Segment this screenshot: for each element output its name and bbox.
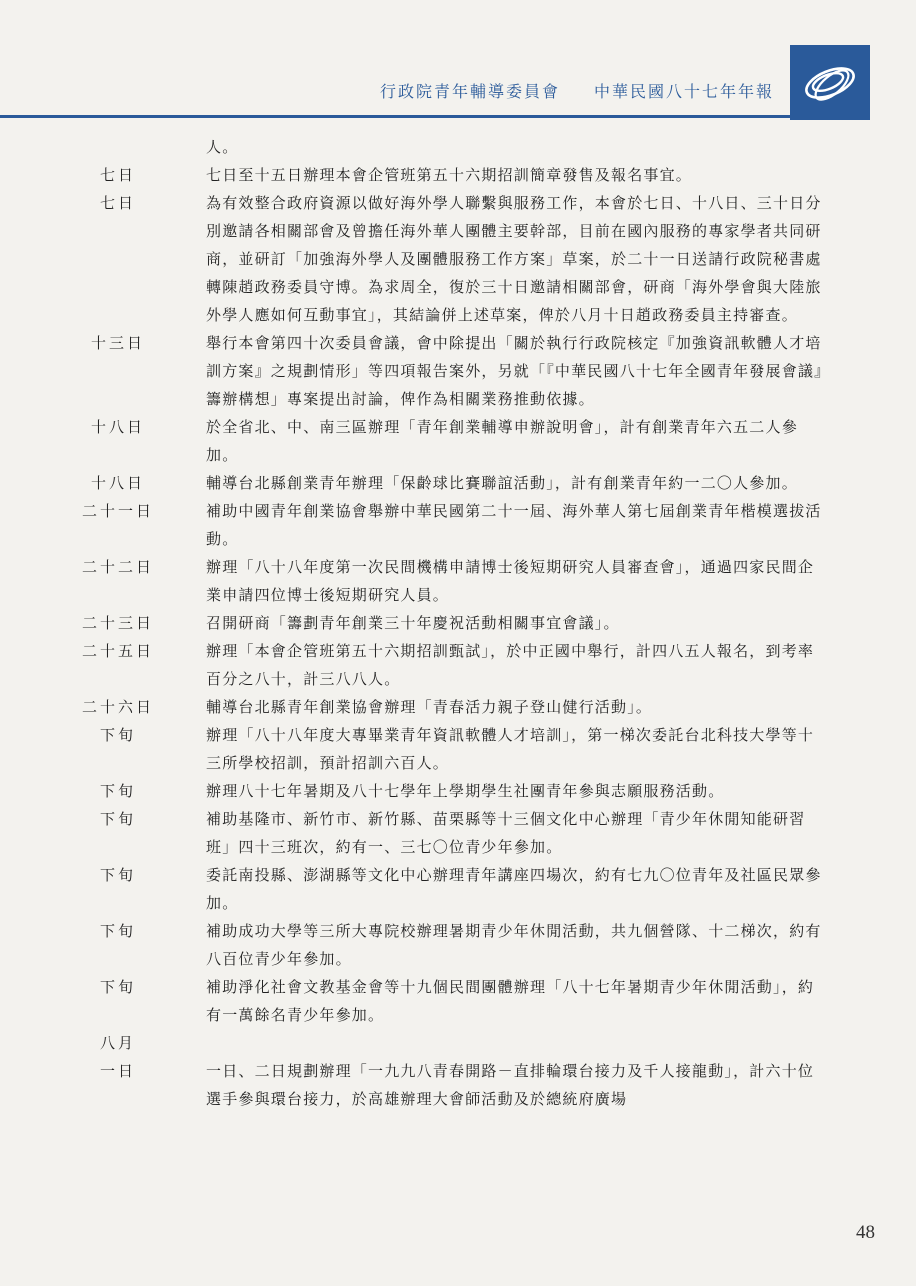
entry-text bbox=[206, 1029, 828, 1057]
header-report: 中華民國八十七年年報 bbox=[594, 82, 775, 101]
list-item bbox=[0, 553, 916, 609]
list-item bbox=[0, 693, 916, 721]
entry-date: 十三日 bbox=[90, 334, 145, 352]
entry-text: 補助成功大學等三所大專院校辦理暑期青少年休閒活動，共九個營隊、十二梯次，約有八百位青少年參加。 bbox=[206, 922, 822, 968]
chronology-list bbox=[0, 133, 916, 1113]
entry-text: 委託南投縣、澎湖縣等文化中心辦理青年講座四場次，約有七九〇位青年及社區民眾參加。 bbox=[206, 866, 822, 912]
entry-date: 下旬 bbox=[99, 866, 136, 884]
entry-date: 下旬 bbox=[99, 978, 136, 996]
entry-date: 七日 bbox=[99, 194, 136, 212]
list-item bbox=[0, 413, 916, 469]
entry-text: 辦理「本會企管班第五十六期招訓甄試」，於中正國中舉行，計四八五人報名，到考率百分之八十，計三八八人。 bbox=[206, 642, 815, 688]
entry-text: 舉行本會第四十次委員會議，會中除提出「關於執行行政院核定『加強資訊軟體人才培訓方案』之規劃情形」等四項報告案外，另就「『中華民國八十七年全國青年發展會議』籌辦構想」專案提出討論，俾作為相關業務推動依據。 bbox=[206, 334, 823, 408]
list-item bbox=[0, 805, 916, 861]
entry-date: 一日 bbox=[99, 1062, 136, 1080]
entry-text: 於全省北、中、南三區辦理「青年創業輔導申辦說明會」，計有創業青年六五二人參加。 bbox=[206, 418, 798, 464]
rings-icon bbox=[790, 45, 870, 120]
entry-text: 補助基隆市、新竹市、新竹縣、苗栗縣等十三個文化中心辦理「青少年休閒知能研習班」四十三班次，約有一、三七〇位青少年參加。 bbox=[206, 810, 806, 856]
list-item bbox=[0, 189, 916, 329]
entry-text: 召開研商「籌劃青年創業三十年慶祝活動相關事宜會議」。 bbox=[206, 614, 620, 632]
entry-text: 輔導台北縣創業青年辦理「保齡球比賽聯誼活動」，計有創業青年約一二〇人參加。 bbox=[206, 474, 798, 492]
entry-date: 二十六日 bbox=[81, 698, 154, 716]
entry-text: 一日、二日規劃辦理「一九九八青春開路－直排輪環台接力及千人接龍動」，計六十位選手參與環台接力，於高雄辦理大會師活動及於總統府廣場 bbox=[206, 1062, 815, 1108]
entry-date: 七日 bbox=[99, 166, 136, 184]
list-item bbox=[0, 973, 916, 1029]
entry-date: 二十二日 bbox=[81, 558, 154, 576]
list-item bbox=[0, 637, 916, 693]
entry-text: 人。 bbox=[206, 138, 239, 156]
list-item bbox=[0, 721, 916, 777]
list-item bbox=[0, 1029, 916, 1057]
page-number: 48 bbox=[856, 1222, 875, 1243]
entry-date: 十八日 bbox=[90, 418, 145, 436]
list-item bbox=[0, 917, 916, 973]
entry-date: 二十一日 bbox=[81, 502, 154, 520]
entry-date: 下旬 bbox=[99, 782, 136, 800]
list-item bbox=[0, 161, 916, 189]
entry-text: 輔導台北縣青年創業協會辦理「青春活力親子登山健行活動」。 bbox=[206, 698, 653, 716]
emblem-logo bbox=[790, 45, 870, 120]
entry-date: 下旬 bbox=[99, 810, 136, 828]
entry-text: 補助中國青年創業協會舉辦中華民國第二十一屆、海外華人第七屆創業青年楷模選拔活動。 bbox=[206, 502, 822, 548]
list-item bbox=[0, 329, 916, 413]
list-item bbox=[0, 497, 916, 553]
list-item bbox=[0, 609, 916, 637]
header-divider bbox=[0, 115, 790, 118]
list-item bbox=[0, 469, 916, 497]
entry-date: 二十三日 bbox=[81, 614, 154, 632]
list-item bbox=[0, 1057, 916, 1113]
list-item bbox=[0, 777, 916, 805]
month-heading: 八月 bbox=[99, 1034, 136, 1052]
list-item bbox=[0, 861, 916, 917]
entry-text: 辦理「八十八年度第一次民間機構申請博士後短期研究人員審查會」，通過四家民間企業申請四位博士後短期研究人員。 bbox=[206, 558, 815, 604]
header-org: 行政院青年輔導委員會 bbox=[380, 82, 561, 101]
entry-text: 補助淨化社會文教基金會等十九個民間團體辦理「八十七年暑期青少年休閒活動」，約有一萬餘名青少年參加。 bbox=[206, 978, 815, 1024]
entry-text: 辦理八十七年暑期及八十七學年上學期學生社團青年參與志願服務活動。 bbox=[206, 782, 725, 800]
report-header-title bbox=[380, 79, 774, 102]
list-item bbox=[0, 133, 916, 161]
entry-text: 辦理「八十八年度大專畢業青年資訊軟體人才培訓」，第一梯次委託台北科技大學等十三所學校招訓，預計招訓六百人。 bbox=[206, 726, 815, 772]
entry-date: 十八日 bbox=[90, 474, 145, 492]
entry-text: 為有效整合政府資源以做好海外學人聯繫與服務工作，本會於七日、十八日、三十日分別邀請各相關部會及曾擔任海外華人團體主要幹部，目前在國內服務的專家學者共同研商，並研訂「加強海外學人及團體服務工作方案」草案，於二十一日送請行政院秘書處轉陳趙政務委員守博。為求周全，復於三十日邀請相關部會，研商「海外學會與大陸旅外學人應如何互動事宜」，其結論併上述草案，俾於八月十日趙政務委員主持審查。 bbox=[206, 194, 822, 324]
entry-date: 下旬 bbox=[99, 726, 136, 744]
entry-text: 七日至十五日辦理本會企管班第五十六期招訓簡章發售及報名事宜。 bbox=[206, 166, 693, 184]
entry-date: 下旬 bbox=[99, 922, 136, 940]
entry-date: 二十五日 bbox=[81, 642, 154, 660]
